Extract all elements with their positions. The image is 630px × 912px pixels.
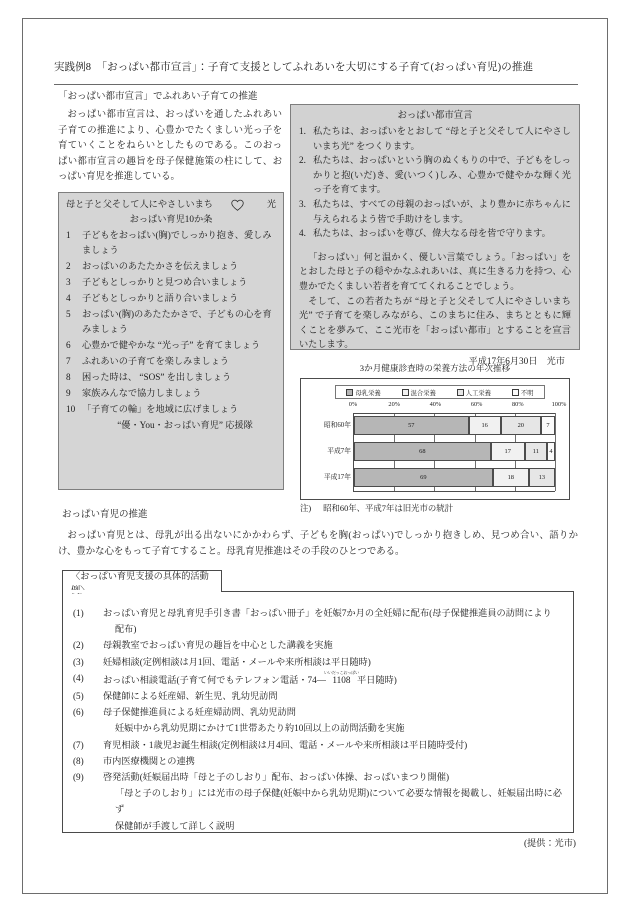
item-number: (4) bbox=[73, 672, 84, 683]
item-text: 心豊かで健やかな “光っ子” を育てましょう bbox=[82, 340, 261, 351]
x-tick-label: 100% bbox=[551, 401, 567, 408]
plot-bottom-rule bbox=[353, 491, 555, 492]
intro-paragraph: おっぱい都市宣言は、おっぱいを通したふれあい子育ての推進により、心豊かでたくましい光っ子を育ていくことをねらいとしたものである。このおっぱい都市宣言の趣旨を母子保健施策の柱にして、おっぱい育児を推進している。 bbox=[58, 110, 282, 183]
category-label: 平成7年 bbox=[327, 448, 351, 455]
ten-articles-box bbox=[58, 192, 284, 490]
source-credit: (提供：光市) bbox=[523, 838, 576, 848]
list-item bbox=[66, 291, 276, 306]
bar-value-label: 17 bbox=[504, 448, 511, 455]
item-number: (6) bbox=[73, 707, 84, 718]
item-number: 8 bbox=[66, 372, 71, 383]
bar-row bbox=[354, 416, 555, 435]
declaration-box bbox=[290, 104, 580, 366]
list-item bbox=[73, 688, 563, 704]
bar-segment bbox=[491, 442, 525, 461]
x-tick-label: 0% bbox=[348, 401, 358, 408]
item-text: 私たちは、すべての母親のおっぱいが、より豊かに赤ちゃんに与えられるよう皆で手助けをします。 bbox=[313, 198, 571, 224]
legend-swatch-icon bbox=[457, 389, 464, 396]
bar-value-label: 68 bbox=[419, 448, 426, 455]
ten-articles-subheading: おっぱい育児10か条 bbox=[129, 214, 213, 224]
chart-note-text: 昭和60年、平成7年は旧光市の統計 bbox=[323, 504, 453, 513]
list-item bbox=[73, 605, 563, 637]
item-text: おっぱい育児と母乳育児手引き書「おっぱい冊子」を妊娠7か月の全妊婦に配布(母子保健推進員の訪問により bbox=[103, 608, 552, 618]
list-item bbox=[66, 402, 276, 417]
item-text: 私たちは、おっぱいを尊び、偉大なる母を皆で守ります。 bbox=[313, 228, 551, 239]
page-title: 実践例8 「おっぱい都市宣言」：子育て支援としてふれあいを大切にする子育て(おっぱい育児)の推進 bbox=[54, 62, 534, 73]
item-text: 私たちは、おっぱいをとおして “母と子と父そして人にやさしいまち光” をつくります。 bbox=[313, 126, 571, 151]
item-text: 子どもをおっぱい(胸)でしっかり抱き、愛しみましょう bbox=[82, 230, 272, 256]
legend-swatch-icon bbox=[346, 389, 353, 396]
item-subtext: 「母と子のしおり」には光市の母子保健(妊娠中から乳幼児期)について必要な情報を掲載し、妊娠届出時に必ず bbox=[115, 788, 562, 815]
bar-segment bbox=[354, 442, 491, 461]
item-body bbox=[103, 769, 563, 834]
bar-row bbox=[354, 468, 555, 487]
bar-value-label: 20 bbox=[517, 422, 524, 429]
list-item bbox=[73, 753, 563, 769]
item-number: (2) bbox=[73, 640, 84, 651]
item-number: (7) bbox=[73, 739, 84, 750]
item-text: 子どもとしっかりと見つめ合いましょう bbox=[82, 277, 248, 288]
bar-value-label: 16 bbox=[481, 422, 488, 429]
bar-value-label: 7 bbox=[546, 422, 550, 429]
x-tick-label: 60% bbox=[470, 401, 483, 408]
item-subtext-2: 保健師が手渡して詳しく説明 bbox=[115, 820, 235, 831]
item-text: 家族みんなで協力しましょう bbox=[82, 388, 202, 399]
bar-value-label: 13 bbox=[538, 474, 546, 481]
chart-note-lead: 注) bbox=[300, 504, 312, 513]
item-continuation: 配布) bbox=[115, 624, 137, 635]
legend-label: 混合栄養 bbox=[410, 389, 436, 397]
legend-label: 不明 bbox=[520, 389, 534, 397]
item-number: (3) bbox=[73, 656, 84, 667]
x-tick-label: 80% bbox=[512, 401, 524, 408]
bar-segment bbox=[354, 468, 493, 487]
ten-articles-header-left: 母と子と父そして人にやさしいまち bbox=[66, 199, 213, 209]
activities-list bbox=[73, 605, 563, 834]
bar-segment bbox=[541, 416, 555, 435]
legend-swatch-icon bbox=[402, 389, 409, 396]
bar-row bbox=[354, 442, 555, 461]
list-item bbox=[73, 737, 563, 753]
gridline bbox=[555, 413, 556, 491]
list-item bbox=[66, 275, 276, 290]
ten-articles-footer: “優・You・おっぱい育児” 応援隊 bbox=[117, 420, 253, 431]
item-body bbox=[103, 605, 563, 637]
item-text: 妊婦相談(定例相談は月1回、電話・メールや来所相談は平日随時) bbox=[103, 656, 371, 667]
category-label: 昭和60年 bbox=[323, 422, 351, 429]
list-item bbox=[66, 386, 276, 401]
chart-legend bbox=[335, 385, 545, 399]
item-text: 育児相談・1歳児お誕生相談(定例相談は月4回、電話・メールや来所相談は平日随時受付) bbox=[103, 739, 468, 750]
list-item bbox=[66, 370, 276, 385]
declaration-paragraph-2: そして、この若者たちが “母と子と父そして人にやさしいまち光” で子育てを楽しみながら、このまちに住み、まちとともに輝くことを夢みて、ここ光市を「おっぱい都市」とすることを宣言いたします。 bbox=[299, 295, 571, 350]
list-item bbox=[66, 338, 276, 353]
item-number: 10 bbox=[66, 403, 76, 414]
ruby-base: 1108 bbox=[323, 674, 359, 685]
item-number: 3. bbox=[299, 198, 306, 209]
declaration-signature: 平成17年6月30日 光市 bbox=[468, 355, 565, 366]
ruby-reading: いいだっこおっぱい bbox=[323, 669, 359, 675]
legend-item-2 bbox=[457, 388, 491, 397]
legend-label: 人工栄養 bbox=[465, 389, 491, 397]
item-number: 5 bbox=[66, 309, 71, 320]
list-item bbox=[66, 307, 276, 338]
declaration-list bbox=[299, 124, 571, 241]
item-number: 4. bbox=[299, 228, 306, 239]
list-item bbox=[66, 228, 276, 259]
item-text: 困った時は、 “SOS” を出しましょう bbox=[82, 372, 232, 383]
section-heading-declaration: 「おっぱい都市宣言」でふれあい子育ての推進 bbox=[58, 92, 258, 102]
item-text: 啓発活動(妊娠届出時「母と子のしおり」配布、おっぱい体操、おっぱいまつり開催) bbox=[103, 772, 450, 783]
list-item bbox=[73, 654, 563, 670]
bar-value-label: 57 bbox=[408, 422, 415, 429]
item-number: 2 bbox=[66, 261, 71, 272]
bar-segment bbox=[529, 468, 555, 487]
nutrition-method-chart bbox=[300, 378, 570, 500]
bar-segment bbox=[547, 442, 555, 461]
chart-note bbox=[300, 503, 580, 515]
legend-item-1 bbox=[402, 388, 436, 397]
chart-x-axis-ticks bbox=[348, 401, 567, 411]
ten-articles-header-right: 光 bbox=[266, 199, 276, 209]
item-text: 母親教室でおっぱい育児の趣旨を中心とした講義を実施 bbox=[103, 640, 333, 651]
list-item bbox=[73, 769, 563, 834]
phone-number-ruby bbox=[323, 669, 359, 685]
item-text: 母子保健推進員による妊産婦訪問、乳幼児訪問 bbox=[103, 707, 296, 718]
item-number: 7 bbox=[66, 356, 71, 367]
list-item bbox=[299, 153, 571, 197]
chart-plot-area bbox=[353, 413, 555, 491]
item-text: 市内医療機関との連携 bbox=[103, 755, 195, 766]
item-text: 「子育ての輪」を地域に広げましょう bbox=[82, 403, 239, 414]
list-item bbox=[66, 259, 276, 274]
item-number: 6 bbox=[66, 340, 71, 351]
legend-swatch-icon bbox=[512, 389, 519, 396]
item-text-post: 平日随時) bbox=[356, 674, 397, 685]
activities-box bbox=[62, 591, 574, 833]
plot-top-rule bbox=[353, 413, 555, 414]
item-text-pre: おっぱい相談電話(子育て何でもテレフォン電話・74― bbox=[103, 674, 326, 685]
x-tick-label: 20% bbox=[388, 401, 400, 408]
item-number: 9 bbox=[66, 388, 71, 399]
item-body bbox=[103, 670, 563, 688]
item-text: おっぱいのあたたかさを伝えましょう bbox=[82, 261, 239, 272]
bar-segment bbox=[501, 416, 541, 435]
bar-segment bbox=[493, 468, 529, 487]
item-text: おっぱい(胸)のあたたかさで、子どもの心を育みましょう bbox=[82, 309, 272, 335]
item-number: 1. bbox=[299, 126, 306, 136]
bar-value-label: 18 bbox=[507, 474, 514, 481]
ten-articles-list bbox=[66, 228, 276, 417]
item-number: (5) bbox=[73, 691, 84, 702]
heart-icon bbox=[231, 199, 244, 211]
legend-item-0 bbox=[346, 388, 380, 397]
chart-title: 3か月健康診査時の栄養方法の年次推移 bbox=[359, 363, 511, 373]
item-body bbox=[103, 704, 563, 736]
x-tick-label: 40% bbox=[429, 401, 442, 408]
item-number: 3 bbox=[66, 277, 71, 288]
item-number: 1 bbox=[66, 230, 71, 240]
item-number: (8) bbox=[73, 755, 84, 766]
bar-value-label: 69 bbox=[420, 474, 427, 481]
list-item bbox=[299, 124, 571, 153]
list-item bbox=[66, 354, 276, 369]
list-item bbox=[299, 197, 571, 226]
list-item bbox=[73, 637, 563, 653]
item-number: (9) bbox=[73, 772, 84, 783]
tab-seam-mask bbox=[63, 590, 221, 593]
ten-articles-header bbox=[66, 198, 276, 211]
item-text: ふれあいの子育てを楽しみましょう bbox=[82, 356, 229, 367]
bar-value-label: 11 bbox=[532, 448, 539, 455]
childcare-definition-paragraph: おっぱい育児とは、母乳が出る出ないにかかわらず、子どもを胸(おっぱい)でしっかり抱きしめ、見つめ合い、語りかけ、豊かな心をもって子育てすること。母乳育児推進はその手段のひとつである。 bbox=[58, 531, 578, 557]
declaration-paragraph-1: 「おっぱい」何と温かく、優しい言葉でしょう。「おっぱい」をとおした母と子の穏やかなふれあいは、真に生きる力を持つ、心豊かでたくましい若者を育ててくれることでしょう。 bbox=[299, 251, 571, 291]
item-text: 子どもとしっかりと語り合いましょう bbox=[82, 293, 239, 304]
item-number: 2. bbox=[299, 155, 306, 166]
bar-segment bbox=[469, 416, 501, 435]
item-subtext: 妊娠中から乳幼児期にかけて1世帯あたり約10回以上の訪問活動を実施 bbox=[115, 723, 405, 734]
bar-value-label: 4 bbox=[549, 448, 553, 455]
legend-label: 母乳栄養 bbox=[355, 389, 381, 397]
category-label: 平成17年 bbox=[323, 474, 351, 481]
list-item bbox=[73, 670, 563, 688]
list-item bbox=[73, 704, 563, 736]
activities-tab-label: 〈おっぱい育児支援の具体的活動 bbox=[62, 570, 222, 592]
section-heading-childcare: おっぱい育児の推進 bbox=[62, 510, 148, 520]
item-number: 4 bbox=[66, 293, 71, 304]
item-text: 保健師による妊産婦、新生児、乳幼児訪問 bbox=[103, 691, 278, 702]
list-item bbox=[299, 226, 571, 241]
title-divider bbox=[54, 84, 578, 85]
item-number: (1) bbox=[73, 608, 84, 618]
bar-segment bbox=[354, 416, 469, 435]
declaration-title: おっぱい都市宣言 bbox=[397, 111, 473, 121]
item-text: 私たちは、おっぱいという胸のぬくもりの中で、子どもをしっかりと抱(いだ)き、愛(いつく)しみ、心豊かで健やかな輝く光っ子を育てます。 bbox=[313, 155, 571, 195]
bar-segment bbox=[525, 442, 547, 461]
legend-item-3 bbox=[512, 388, 534, 397]
